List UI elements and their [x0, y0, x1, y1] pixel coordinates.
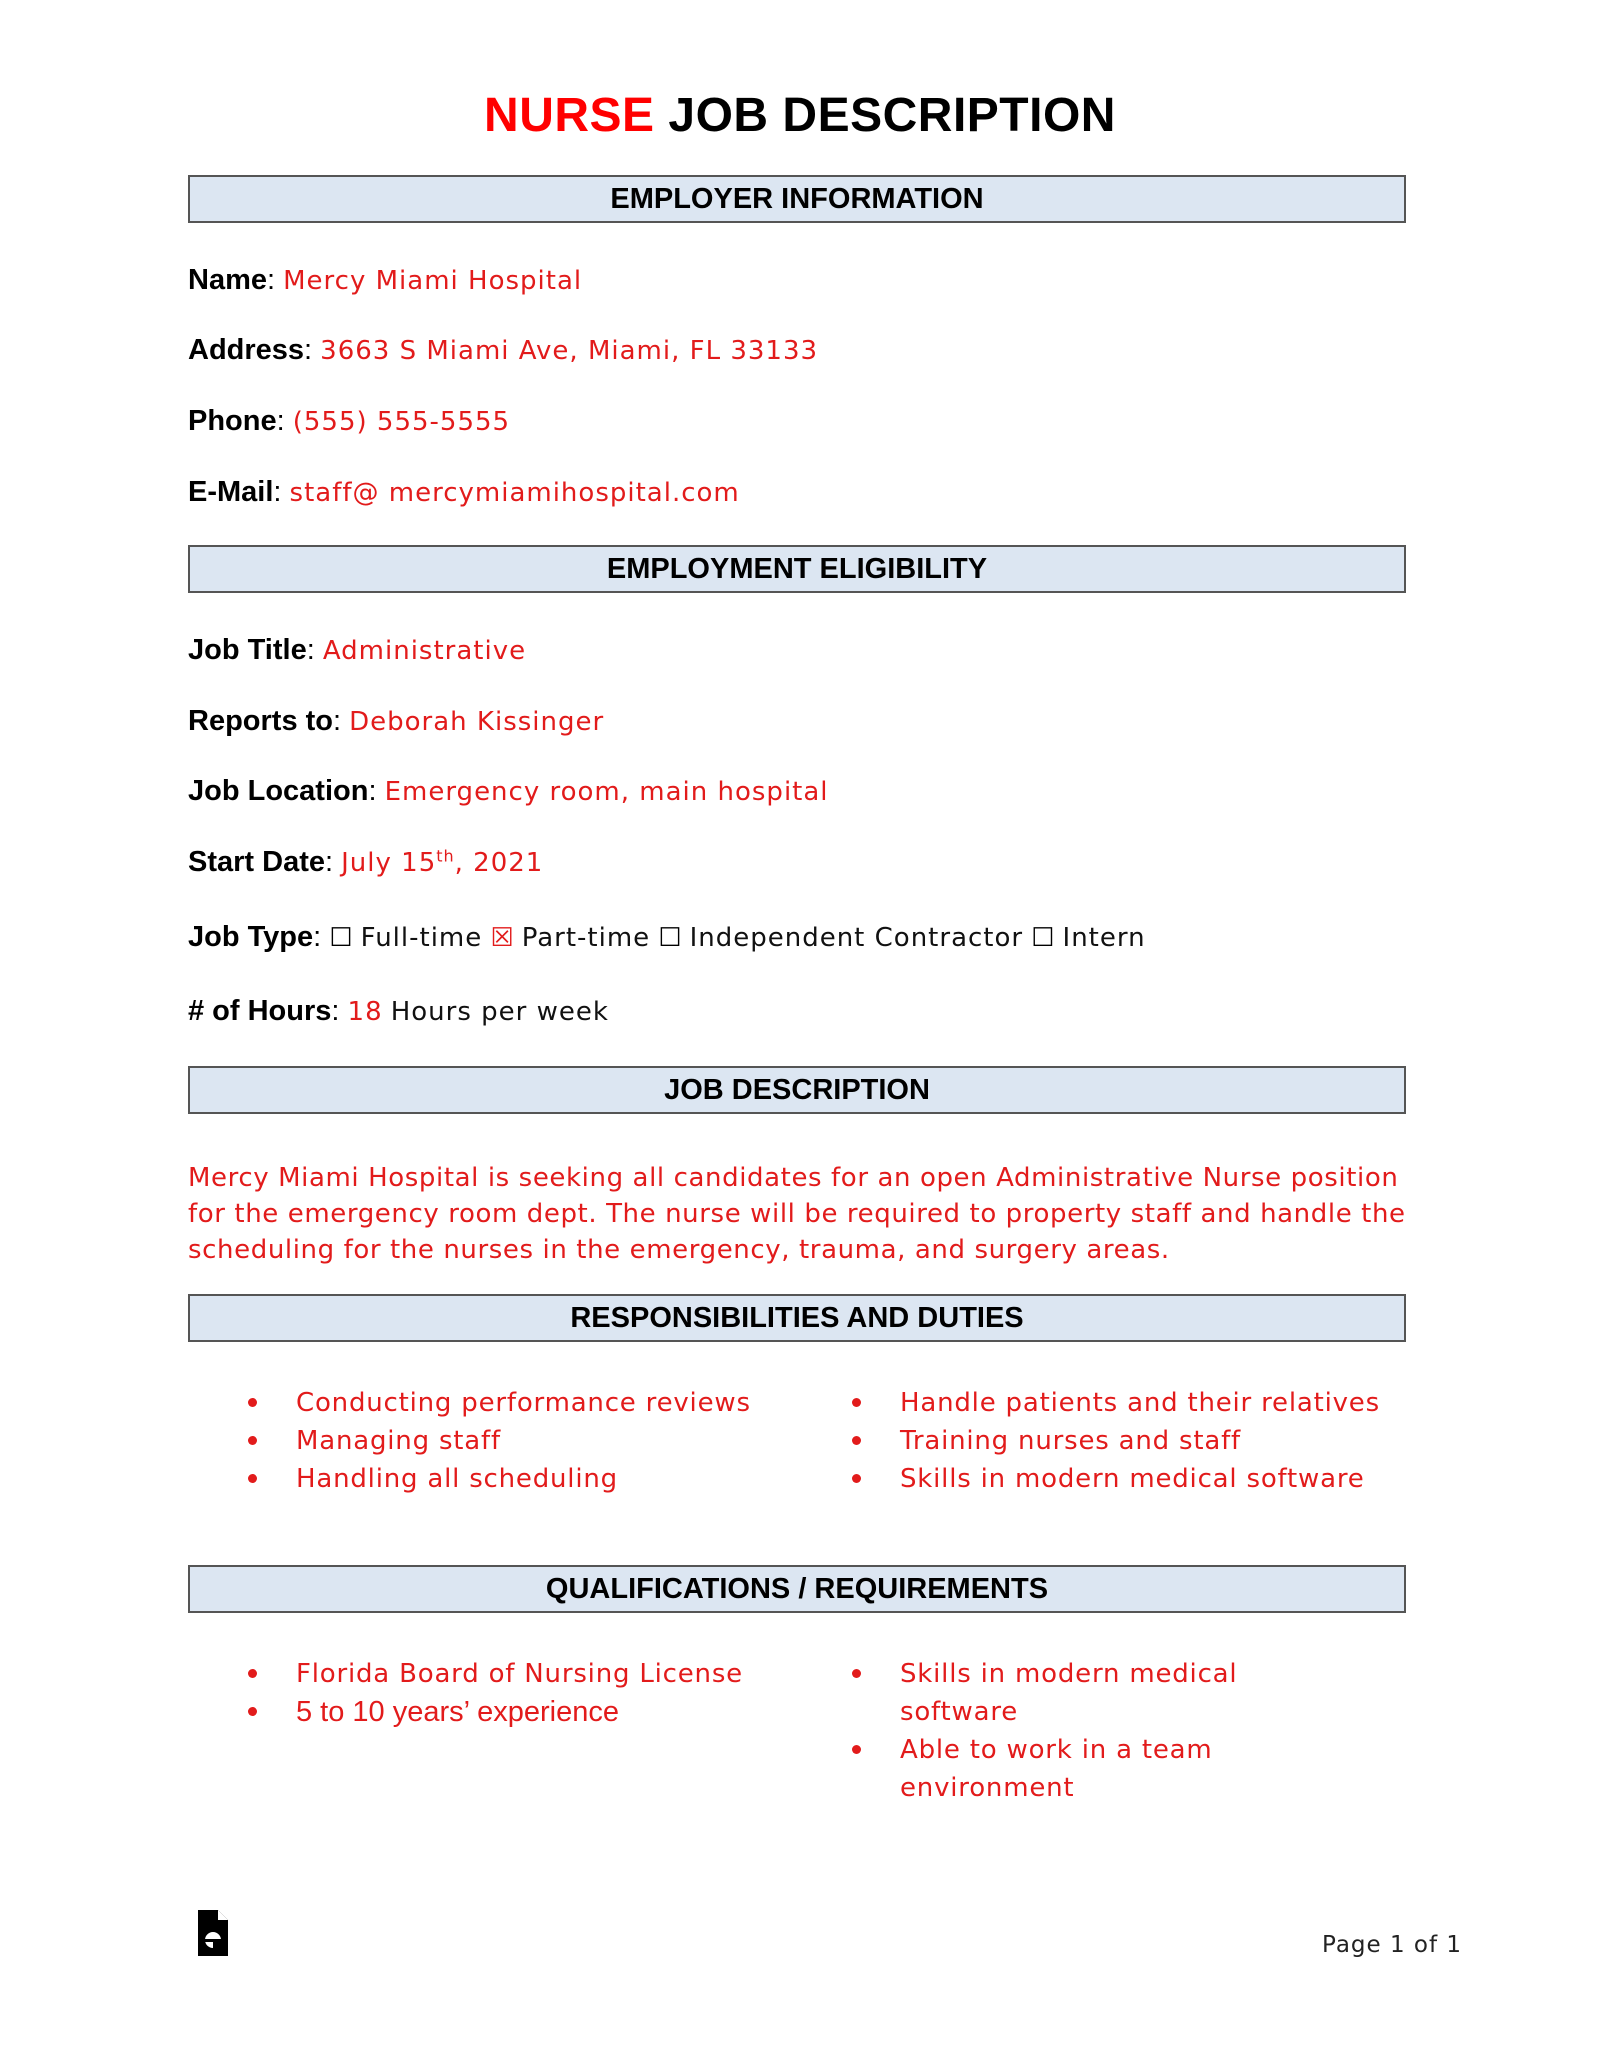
page-title [0, 88, 1600, 143]
field-phone: Phone: (555) 555-5555 [188, 405, 511, 437]
email-value: staff@ mercymiamihospital.com [289, 478, 740, 508]
qualifications-left-list [248, 1655, 828, 1731]
job-location-label: Job Location [188, 775, 369, 807]
job-title-value: Administrative [322, 636, 527, 666]
list-item: Florida Board of Nursing License [248, 1655, 828, 1693]
job-type-intern[interactable] [1031, 921, 1145, 953]
checkbox-unchecked-icon[interactable]: ☐ [329, 923, 353, 953]
bullet-icon [852, 1398, 861, 1407]
reports-to-label: Reports to [188, 705, 333, 737]
email-label: E-Mail [188, 476, 274, 508]
job-type-contractor[interactable] [658, 921, 1023, 953]
bullet-icon [852, 1474, 861, 1483]
hours-label: # of Hours [188, 995, 332, 1027]
page-number: Page 1 of 1 [1322, 1932, 1463, 1958]
hours-value: 18 [347, 997, 383, 1027]
start-date-label: Start Date [188, 846, 325, 878]
job-title-label: Job Title [188, 634, 307, 666]
bullet-icon [248, 1707, 257, 1716]
job-description-text: Mercy Miami Hospital is seeking all candidates for an open Administrative Nurse position for the emergency room dept. The nurse will be required to property staff and handle the scheduling for the nurses in the emergency, trauma, and surgery areas. [188, 1163, 1406, 1265]
list-item: Conducting performance reviews [248, 1384, 828, 1422]
list-item: 5 to 10 years’ experience [248, 1693, 828, 1731]
job-type-fulltime-label: Full-time [360, 923, 483, 953]
list-item: Skills in modern medical software [852, 1460, 1392, 1498]
hours-suffix: Hours per week [390, 997, 609, 1027]
job-type-contractor-label: Independent Contractor [689, 923, 1024, 953]
list-item: Able to work in a team environment [852, 1731, 1272, 1807]
field-reports-to: Reports to: Deborah Kissinger [188, 705, 605, 737]
start-date-main: July 15 [341, 848, 437, 878]
reports-to-value: Deborah Kissinger [349, 707, 605, 737]
checkbox-checked-icon[interactable]: ☒ [490, 923, 514, 953]
bullet-icon [852, 1669, 861, 1678]
field-start-date: Start Date: July 15th, 2021 [188, 846, 544, 878]
list-item: Skills in modern medical software [852, 1655, 1272, 1731]
field-hours: # of Hours: 18 Hours per week [188, 995, 609, 1027]
field-job-title: Job Title: Administrative [188, 634, 527, 666]
list-item: Handling all scheduling [248, 1460, 828, 1498]
section-qualifications: QUALIFICATIONS / REQUIREMENTS [188, 1565, 1406, 1613]
address-label: Address [188, 334, 305, 366]
start-date-suffix: th [436, 846, 455, 866]
section-employer-information: EMPLOYER INFORMATION [188, 175, 1406, 223]
bullet-icon [248, 1398, 257, 1407]
address-value: 3663 S Miami Ave, Miami, FL 33133 [320, 336, 819, 366]
field-job-type: Job Type: ☐ Full-time ☒ Part-time ☐ Independent Contractor ☐ Intern [188, 921, 1146, 953]
job-location-value: Emergency room, main hospital [384, 777, 829, 807]
phone-label: Phone [188, 405, 277, 437]
job-type-parttime-label: Part-time [521, 923, 651, 953]
list-item: Handle patients and their relatives [852, 1384, 1392, 1422]
field-email: E-Mail: staff@ mercymiamihospital.com [188, 476, 740, 508]
name-label: Name [188, 264, 267, 296]
phone-value: (555) 555-5555 [292, 407, 511, 437]
section-employment-eligibility: EMPLOYMENT ELIGIBILITY [188, 545, 1406, 593]
title-rest: JOB DESCRIPTION [654, 89, 1116, 142]
field-name: Name: Mercy Miami Hospital [188, 264, 583, 296]
responsibilities-right-list [852, 1384, 1392, 1498]
responsibilities-left-list [248, 1384, 828, 1498]
bullet-icon [248, 1669, 257, 1678]
start-date-year: , 2021 [454, 848, 544, 878]
bullet-icon [852, 1745, 861, 1754]
job-type-label: Job Type [188, 921, 314, 953]
checkbox-unchecked-icon[interactable]: ☐ [658, 923, 682, 953]
bullet-icon [248, 1474, 257, 1483]
list-item: Training nurses and staff [852, 1422, 1392, 1460]
job-type-intern-label: Intern [1062, 923, 1146, 953]
bullet-icon [852, 1436, 861, 1445]
start-date-value [341, 848, 543, 878]
list-item: Managing staff [248, 1422, 828, 1460]
qualifications-right-list [852, 1655, 1272, 1807]
title-accent: NURSE [484, 89, 655, 142]
field-address: Address: 3663 S Miami Ave, Miami, FL 33133 [188, 334, 819, 366]
eforms-logo-icon [196, 1910, 230, 1963]
job-type-fulltime[interactable] [329, 921, 482, 953]
name-value: Mercy Miami Hospital [283, 266, 583, 296]
bullet-icon [248, 1436, 257, 1445]
section-job-description: JOB DESCRIPTION [188, 1066, 1406, 1114]
section-responsibilities: RESPONSIBILITIES AND DUTIES [188, 1294, 1406, 1342]
job-type-parttime[interactable] [490, 921, 650, 953]
field-job-location: Job Location: Emergency room, main hospital [188, 775, 829, 807]
checkbox-unchecked-icon[interactable]: ☐ [1031, 923, 1055, 953]
